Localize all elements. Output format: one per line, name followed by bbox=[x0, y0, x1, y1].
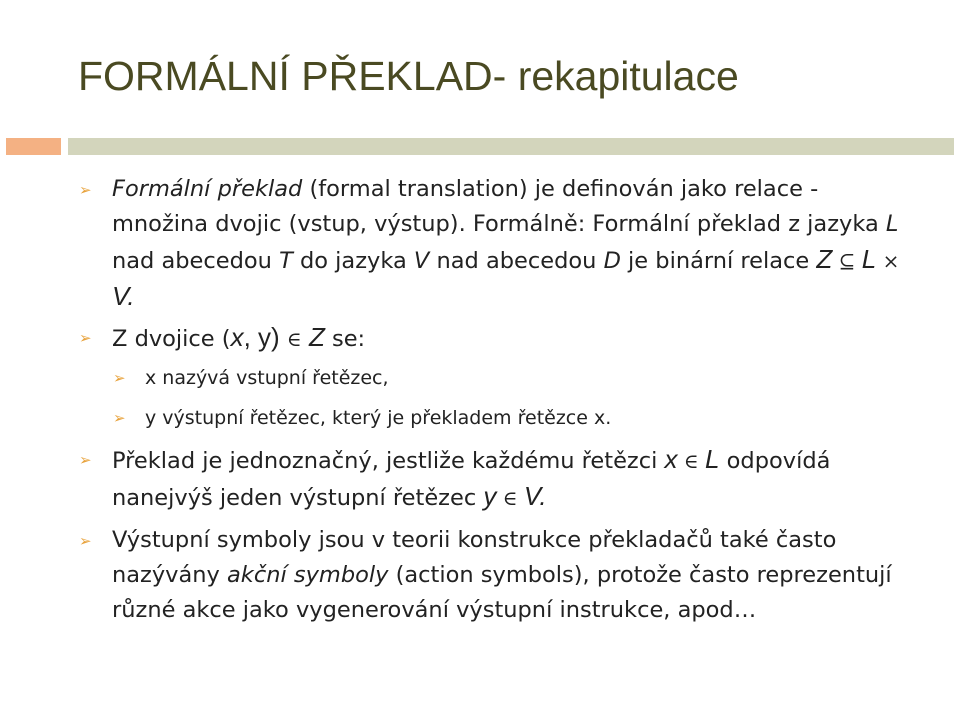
term-action-symbols: akční symboly bbox=[227, 562, 389, 588]
subbullet-input-string bbox=[0, 358, 960, 398]
arrowhead-bullet-icon: ➢ bbox=[79, 451, 92, 469]
text-segment: y výstupní řetězec, který je překladem řetězce x. bbox=[145, 407, 612, 429]
bullet-formal-translation bbox=[0, 172, 960, 316]
arrowhead-bullet-icon: ➢ bbox=[79, 329, 92, 347]
math-symbol: L bbox=[705, 444, 720, 474]
subbullet-output-string bbox=[0, 398, 960, 438]
math-symbol: x bbox=[664, 444, 678, 474]
text-segment: do jazyka bbox=[292, 248, 414, 274]
text-segment: V bbox=[413, 248, 430, 274]
text-segment: Překlad je jednoznačný, jestliže každému řetězci bbox=[112, 448, 665, 474]
bullet-pair-definition bbox=[0, 320, 960, 357]
bullet-unambiguous-translation bbox=[0, 442, 960, 516]
text-segment: T bbox=[279, 248, 293, 274]
text-segment: (formal translation) je definován jako relace - množina dvojic (vstup, výstup). Formálně: Formální překlad z jazyka bbox=[112, 176, 886, 237]
math-symbol: ∈ bbox=[496, 486, 524, 510]
text-segment: odpovídá nanejvýš jeden výstupní řetězec bbox=[112, 448, 831, 511]
title-underline-accent-bar bbox=[6, 138, 61, 155]
math-symbol: ∈ bbox=[286, 327, 302, 351]
arrowhead-bullet-icon: ➢ bbox=[79, 181, 92, 199]
math-symbol: V. bbox=[523, 481, 547, 511]
bullet-list bbox=[0, 172, 960, 628]
text-segment: Výstupní symboly jsou v teorii konstrukce překladačů také často nazývány bbox=[112, 527, 837, 588]
math-symbol: ⊆ bbox=[832, 249, 862, 273]
slide-title: FORMÁLNÍ PŘEKLAD- rekapitulace bbox=[78, 53, 739, 99]
math-symbol: , y) bbox=[243, 322, 287, 352]
math-symbol: Z bbox=[301, 322, 325, 352]
math-symbol: y bbox=[483, 481, 497, 511]
text-segment: D bbox=[603, 248, 621, 274]
text-segment: Z dvojice ( bbox=[112, 326, 231, 352]
text-segment: se: bbox=[324, 326, 366, 352]
text-segment: (action symbols), protože často reprezentují různé akce jako vygenerování výstupní instrukce, apod… bbox=[112, 562, 892, 623]
text-segment: L bbox=[885, 211, 899, 237]
arrowhead-bullet-icon: ➢ bbox=[113, 369, 126, 387]
math-symbol: ∈ bbox=[677, 449, 706, 473]
math-symbol: × bbox=[876, 249, 900, 273]
text-segment: nad abecedou bbox=[429, 248, 604, 274]
term-formal-translation: Formální překlad bbox=[112, 176, 303, 202]
math-symbol: V. bbox=[112, 281, 135, 311]
math-symbol: x bbox=[230, 322, 244, 352]
math-symbol: Z bbox=[816, 244, 833, 274]
math-symbol: L bbox=[861, 244, 877, 274]
arrowhead-bullet-icon: ➢ bbox=[113, 409, 126, 427]
text-segment: x nazývá vstupní řetězec, bbox=[145, 367, 389, 389]
text-segment: je binární relace bbox=[620, 248, 817, 274]
title-underline-bar bbox=[68, 138, 954, 155]
text-segment: nad abecedou bbox=[112, 248, 280, 274]
bullet-action-symbols bbox=[0, 523, 960, 628]
arrowhead-bullet-icon: ➢ bbox=[79, 532, 92, 550]
